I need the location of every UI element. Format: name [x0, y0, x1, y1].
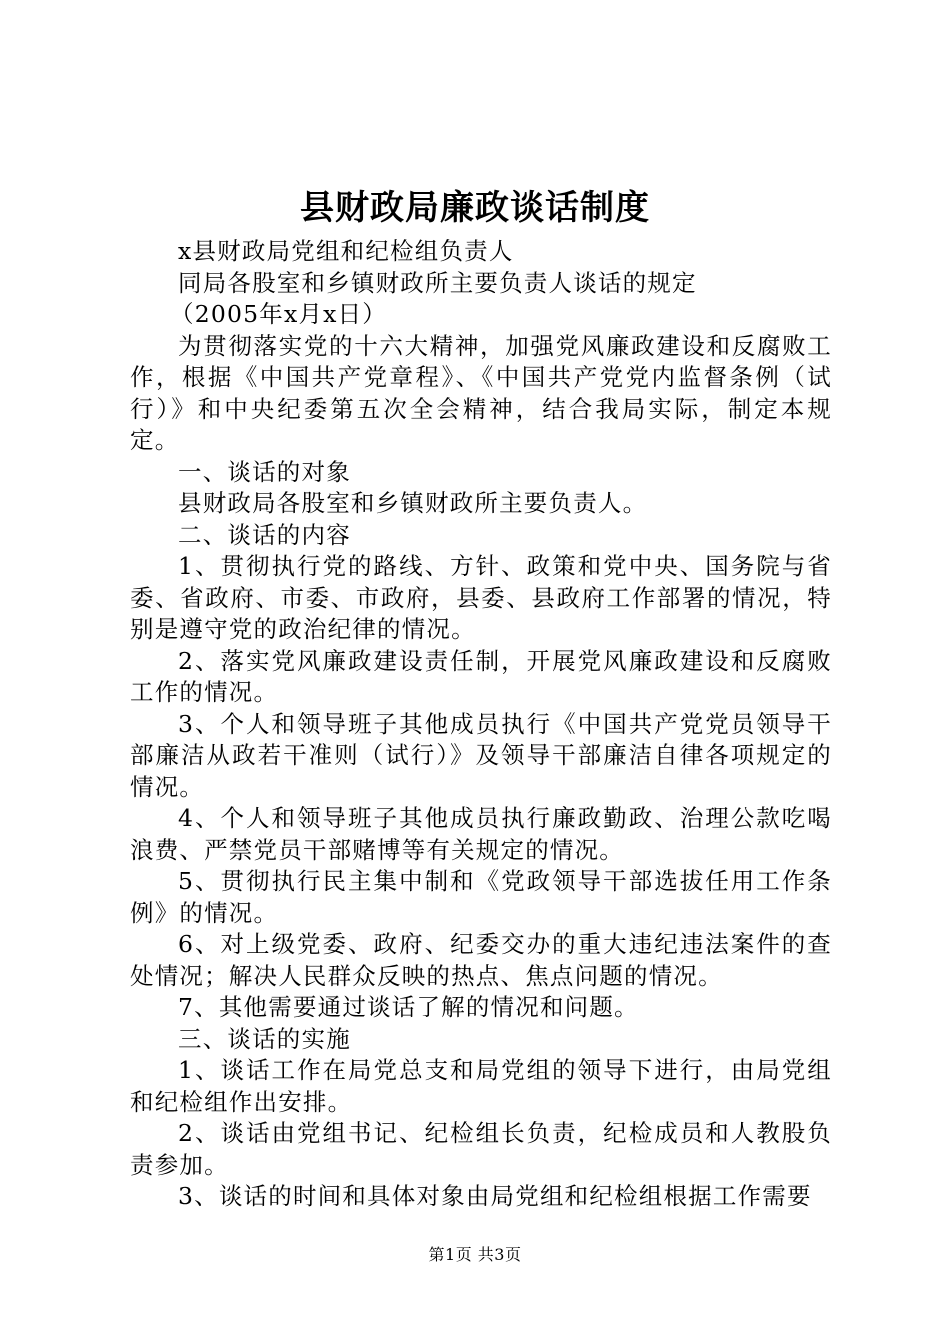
- content-item-3: 3、个人和领导班子其他成员执行《中国共产党党员领导干部廉洁从政若干准则（试行）》及领导干部廉洁自律各项规定的情况。: [130, 709, 832, 801]
- content-item-2: 2、落实党风廉政建设责任制，开展党风廉政建设和反腐败工作的情况。: [130, 646, 832, 706]
- implementation-item-2: 2、谈话由党组书记、纪检组长负责，纪检成员和人教股负责参加。: [130, 1119, 832, 1179]
- page-footer: 第1页 共3页: [428, 1245, 522, 1264]
- paragraph-target: 县财政局各股室和乡镇财政所主要负责人。: [178, 489, 648, 517]
- document-body: [130, 236, 832, 1213]
- content-item-4: 4、个人和领导班子其他成员执行廉政勤政、治理公款吃喝浪费、严禁党员干部赌博等有关规定的情况。: [130, 804, 832, 864]
- section-heading-1: 一、谈话的对象: [178, 457, 351, 486]
- section-heading-3: 三、谈话的实施: [178, 1024, 351, 1053]
- implementation-item-1: 1、谈话工作在局党总支和局党组的领导下进行，由局党组和纪检组作出安排。: [130, 1056, 832, 1116]
- subtitle-line-1: x县财政局党组和纪检组负责人: [178, 237, 514, 265]
- content-item-5: 5、贯彻执行民主集中制和《党政领导干部选拔任用工作条例》的情况。: [130, 867, 832, 927]
- paragraph-intro: 为贯彻落实党的十六大精神，加强党风廉政建设和反腐败工作，根据《中国共产党章程》、《中国共产党党内监督条例（试行）》和中央纪委第五次全会精神，结合我局实际，制定本规定。: [130, 331, 832, 454]
- subtitle-line-3: （2005年x月x日）: [170, 300, 388, 328]
- section-heading-2: 二、谈话的内容: [178, 520, 351, 549]
- subtitle-line-2: 同局各股室和乡镇财政所主要负责人谈话的规定: [178, 268, 697, 297]
- implementation-item-3: 3、谈话的时间和具体对象由局党组和纪检组根据工作需要: [178, 1182, 812, 1210]
- content-item-1: 1、贯彻执行党的路线、方针、政策和党中央、国务院与省委、省政府、市委、市政府，县委、县政府工作部署的情况，特别是遵守党的政治纪律的情况。: [130, 552, 832, 643]
- content-item-6: 6、对上级党委、政府、纪委交办的重大违纪违法案件的查处情况；解决人民群众反映的热点、焦点问题的情况。: [130, 930, 832, 990]
- content-item-7: 7、其他需要通过谈话了解的情况和问题。: [178, 993, 639, 1021]
- document-title: 县财政局廉政谈话制度: [300, 188, 650, 228]
